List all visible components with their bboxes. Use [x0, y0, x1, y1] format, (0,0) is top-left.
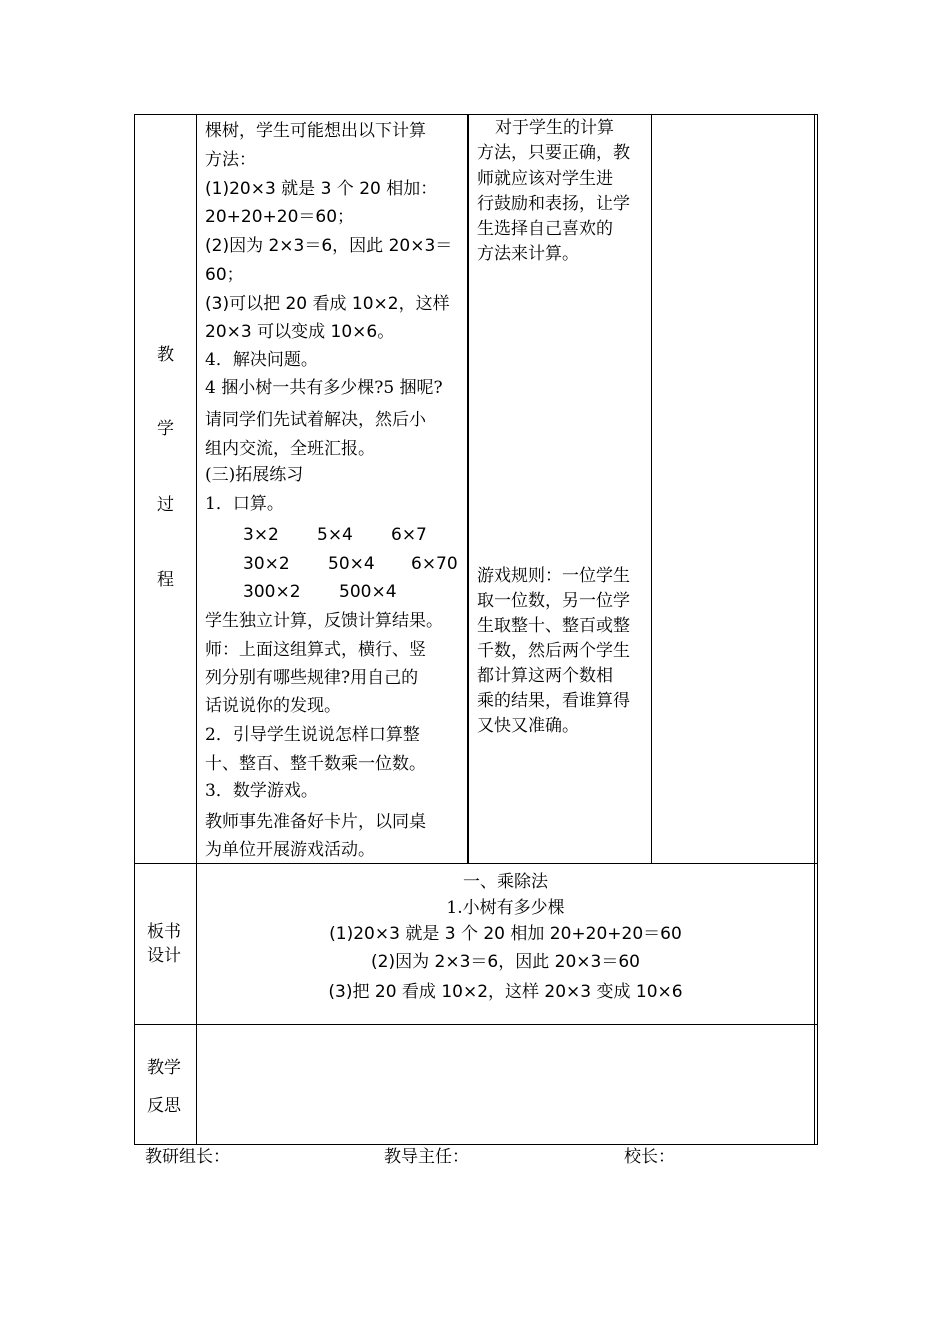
- content-line: 方法：: [205, 150, 256, 170]
- oral-calc-item: 300×2: [243, 582, 301, 602]
- content-line: (三)拓展练习: [205, 465, 304, 485]
- content-line: 学生独立计算，反馈计算结果。: [205, 611, 443, 631]
- content-line: (1)20×3 就是 3 个 20 相加：: [205, 179, 438, 199]
- oral-calc-item: 500×4: [339, 582, 397, 602]
- board-line: 1.小树有多少棵: [446, 898, 565, 918]
- process-label-char-2: 学: [157, 419, 174, 439]
- note-line: 千数，然后两个学生: [477, 641, 630, 661]
- content-line: 60；: [205, 265, 244, 285]
- table-left-border: [134, 114, 135, 1145]
- content-line: 列分别有哪些规律?用自己的: [205, 668, 419, 688]
- table-right-border-outer: [817, 114, 818, 1145]
- note-line: 生取整十、整百或整: [477, 616, 630, 636]
- board-label-line: 设计: [147, 946, 181, 966]
- oral-calc-item: 3×2: [243, 525, 279, 545]
- content-line: 2．引导学生说说怎样口算整: [205, 725, 420, 745]
- process-label-char-4: 程: [157, 570, 174, 590]
- content-line: 1．口算。: [205, 494, 284, 514]
- note-line: 取一位数，另一位学: [477, 591, 630, 611]
- note-line: 游戏规则：一位学生: [477, 566, 630, 586]
- note-line: 方法来计算。: [477, 244, 579, 264]
- content-line: 组内交流，全班汇报。: [205, 439, 375, 459]
- content-line: 十、整百、整千数乘一位数。: [205, 754, 426, 774]
- content-line: 请同学们先试着解决，然后小: [205, 410, 426, 430]
- content-line: 3．数学游戏。: [205, 781, 318, 801]
- content-line: 话说说你的发现。: [205, 696, 341, 716]
- table-content-divider: [467, 114, 469, 864]
- content-line: 为单位开展游戏活动。: [205, 840, 375, 860]
- content-line: 师：上面这组算式，横行、竖: [205, 640, 426, 660]
- oral-calc-item: 6×7: [391, 525, 427, 545]
- board-line: (1)20×3 就是 3 个 20 相加 20+20+20＝60: [329, 924, 682, 944]
- content-line: 20×3 可以变成 10×6。: [205, 322, 395, 342]
- note-line: 方法，只要正确，教: [477, 143, 630, 163]
- note-line: 都计算这两个数相: [477, 666, 613, 686]
- process-label-char-3: 过: [157, 495, 174, 515]
- note-line: 又快又准确。: [477, 716, 579, 736]
- oral-calc-item: 5×4: [317, 525, 353, 545]
- footer-leader-label: 教研组长：: [145, 1147, 230, 1167]
- content-line: 4．解决问题。: [205, 350, 318, 370]
- table-notes-divider: [651, 114, 652, 864]
- table-row-divider-2: [134, 1024, 817, 1025]
- board-label-line: 板书: [147, 922, 181, 942]
- board-line: 一、乘除法: [463, 872, 548, 892]
- content-line: (3)可以把 20 看成 10×2，这样: [205, 294, 450, 314]
- table-bottom-border: [134, 1144, 817, 1145]
- oral-calc-item: 50×4: [328, 554, 375, 574]
- note-line: 乘的结果，看谁算得: [477, 691, 630, 711]
- note-line: 生选择自己喜欢的: [477, 219, 613, 239]
- oral-calc-item: 6×70: [411, 554, 458, 574]
- content-line: 棵树，学生可能想出以下计算: [205, 121, 426, 141]
- content-line: 4 捆小树一共有多少棵?5 捆呢?: [205, 378, 443, 398]
- content-line: 教师事先准备好卡片，以同桌: [205, 812, 426, 832]
- footer-principal-label: 校长：: [624, 1147, 675, 1167]
- oral-calc-item: 30×2: [243, 554, 290, 574]
- board-line: (3)把 20 看成 10×2，这样 20×3 变成 10×6: [328, 982, 683, 1002]
- reflection-label-line: 教学: [147, 1058, 181, 1078]
- footer-director-label: 教导主任：: [384, 1147, 469, 1167]
- table-top-border: [134, 114, 817, 115]
- content-line: 20+20+20＝60；: [205, 207, 355, 227]
- note-line: 师就应该对学生进: [477, 169, 613, 189]
- board-line: (2)因为 2×3＝6，因此 20×3＝60: [371, 952, 640, 972]
- note-line: 行鼓励和表扬，让学: [477, 194, 630, 214]
- table-right-border: [814, 114, 815, 1145]
- content-line: (2)因为 2×3＝6，因此 20×3＝: [205, 236, 453, 256]
- reflection-label-line: 反思: [147, 1096, 181, 1116]
- process-label-char-1: 教: [157, 345, 174, 365]
- note-line: 对于学生的计算: [495, 118, 614, 138]
